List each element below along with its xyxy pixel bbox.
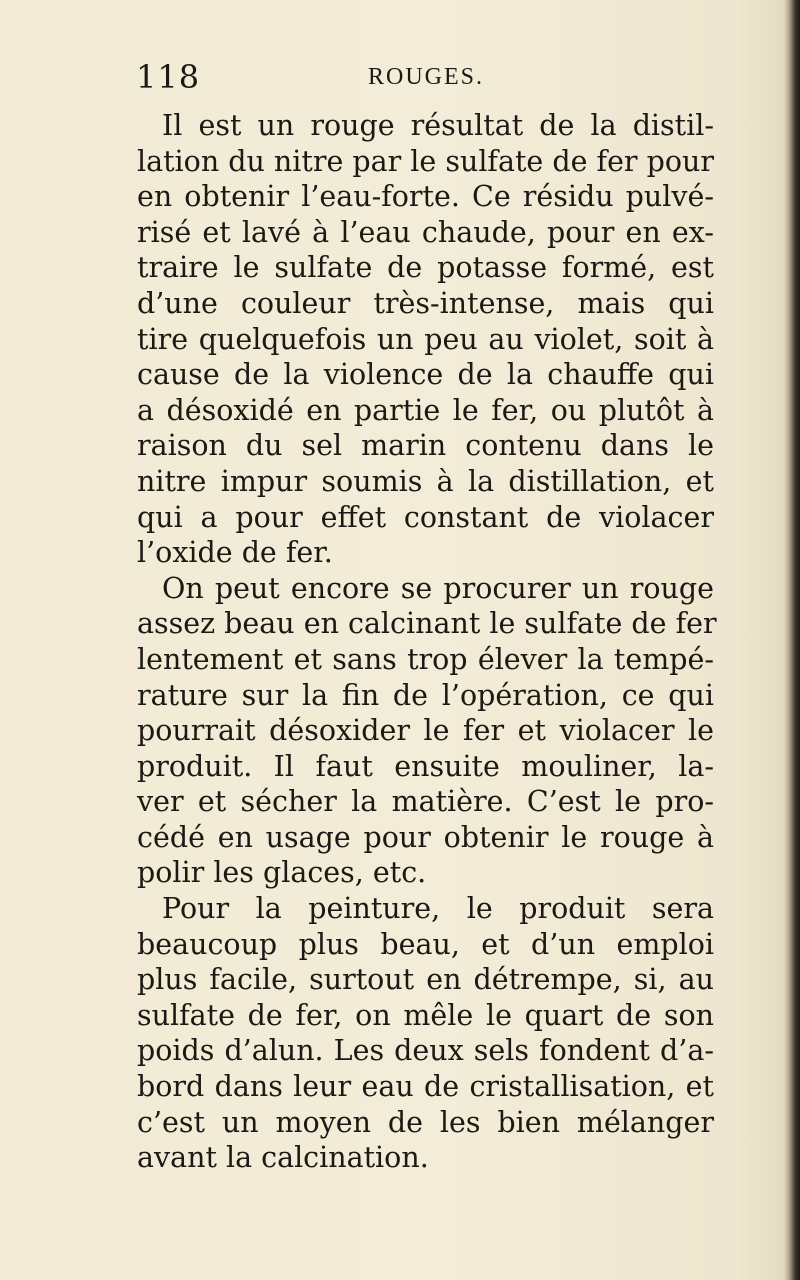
page-header xyxy=(136,58,736,98)
text-line: produit. Il faut ensuite mouliner, la- xyxy=(137,749,714,783)
text-line: rature sur la fin de l’opération, ce qui xyxy=(137,678,714,712)
text-line: beaucoup plus beau, et d’un emploi xyxy=(137,927,714,961)
text-line: l’oxide de fer. xyxy=(137,536,333,570)
text-line: d’une couleur très-intense, mais qui xyxy=(137,286,714,320)
text-line: a désoxidé en partie le fer, ou plutôt à xyxy=(137,393,714,427)
text-line: raison du sel marin contenu dans le xyxy=(137,429,714,463)
text-line: en obtenir l’eau-forte. Ce résidu pulvé- xyxy=(137,180,714,214)
text-line: polir les glaces, etc. xyxy=(137,856,427,890)
text-line: bord dans leur eau de cristallisation, et xyxy=(137,1070,714,1104)
text-line: Il est un rouge résultat de la distil- xyxy=(162,109,714,142)
page-number: 118 xyxy=(136,58,201,96)
text-line: plus facile, surtout en détrempe, si, au xyxy=(137,963,714,997)
running-head: ROUGES. xyxy=(368,64,485,90)
text-line: cause de la violence de la chauffe qui xyxy=(137,358,714,392)
text-line: ver et sécher la matière. C’est le pro- xyxy=(137,785,714,819)
text-line: sulfate de fer, on mêle le quart de son xyxy=(137,998,714,1032)
text-line: lation du nitre par le sulfate de fer pour xyxy=(137,144,714,178)
body-text xyxy=(137,108,717,1176)
text-line: risé et lavé à l’eau chaude, pour en ex- xyxy=(137,215,714,249)
text-line: pourrait désoxider le fer et violacer le xyxy=(137,714,714,748)
text-line: assez beau en calcinant le sulfate de fer xyxy=(137,607,717,641)
text-line: poids d’alun. Les deux sels fondent d’a- xyxy=(137,1034,714,1068)
text-line: On peut encore se procurer un rouge xyxy=(162,571,714,605)
text-line: lentement et sans trop élever la tempé- xyxy=(137,642,714,676)
text-line: c’est un moyen de les bien mélanger xyxy=(137,1105,714,1139)
text-line: tire quelquefois un peu au violet, soit à xyxy=(137,322,714,356)
text-line: Pour la peinture, le produit sera xyxy=(162,892,714,926)
text-line: qui a pour effet constant de violacer xyxy=(137,500,714,534)
text-line: cédé en usage pour obtenir le rouge à xyxy=(137,820,714,854)
book-spine-shadow xyxy=(784,0,800,1280)
text-line: nitre impur soumis à la distillation, et xyxy=(137,464,714,498)
text-line: avant la calcination. xyxy=(137,1141,429,1175)
text-line: traire le sulfate de potasse formé, est xyxy=(137,251,714,285)
